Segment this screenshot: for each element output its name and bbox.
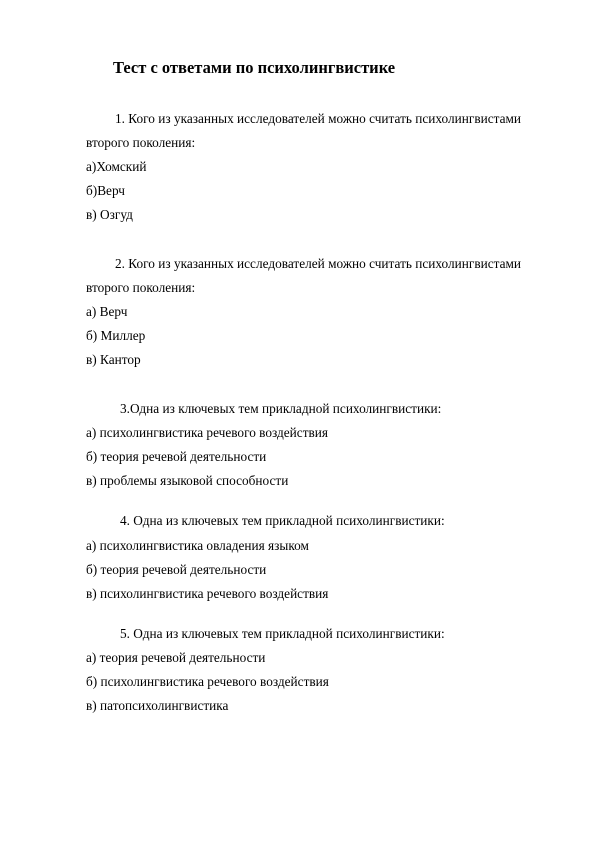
question-4-option-a: а) психолингвистика овладения языком <box>86 538 309 553</box>
question-2-option-a: а) Верч <box>86 304 128 319</box>
question-1-option-c: в) Озгуд <box>86 207 133 222</box>
question-4-option-c: в) психолингвистика речевого воздействия <box>86 586 329 601</box>
question-3-option-a: а) психолингвистика речевого воздействия <box>86 425 329 440</box>
question-2-option-b: б) Миллер <box>86 328 146 343</box>
question-2-text: 2. Кого из указанных исследователей можно считать психолингвистами <box>115 256 522 271</box>
question-1-text-cont: второго поколения: <box>86 135 196 150</box>
document-title: Тест с ответами по психолингвистике <box>113 58 396 77</box>
question-2-option-c: в) Кантор <box>86 352 141 367</box>
question-2-text-cont: второго поколения: <box>86 280 196 295</box>
question-5-text: 5. Одна из ключевых тем прикладной психолингвистики: <box>120 626 445 641</box>
question-5-option-b: б) психолингвистика речевого воздействия <box>86 674 329 689</box>
question-4-text: 4. Одна из ключевых тем прикладной психолингвистики: <box>120 513 445 528</box>
question-1-option-a: а)Хомский <box>86 159 147 174</box>
question-3-option-c: в) проблемы языковой способности <box>86 473 289 488</box>
question-1-option-b: б)Верч <box>86 183 125 198</box>
question-3-option-b: б) теория речевой деятельности <box>86 449 267 464</box>
question-5-option-c: в) патопсихолингвистика <box>86 698 229 713</box>
question-4-option-b: б) теория речевой деятельности <box>86 562 267 577</box>
question-5-option-a: а) теория речевой деятельности <box>86 650 266 665</box>
question-3-text: 3.Одна из ключевых тем прикладной психолингвистики: <box>120 401 442 416</box>
question-1-text: 1. Кого из указанных исследователей можно считать психолингвистами <box>115 111 522 126</box>
